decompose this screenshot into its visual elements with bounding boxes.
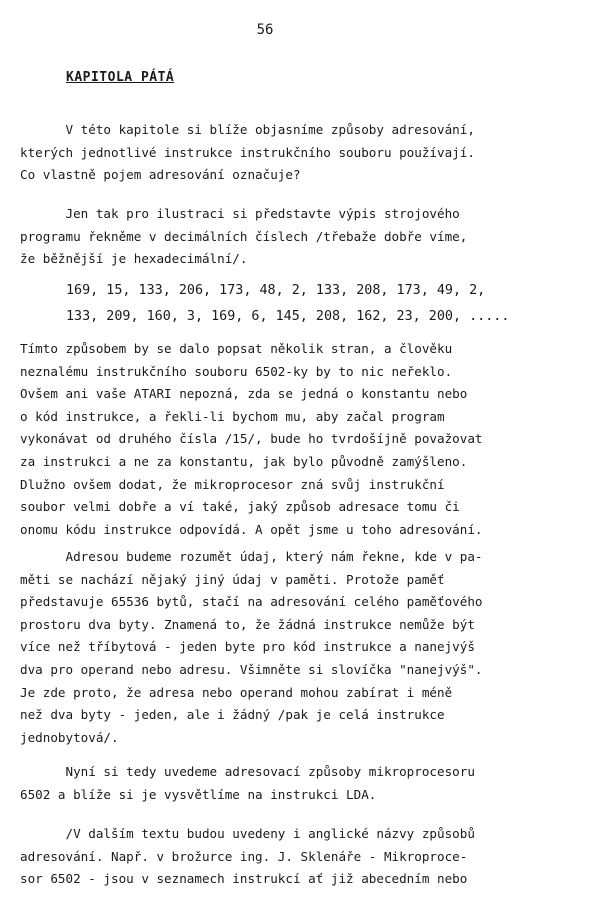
text-line: Co vlastně pojem adresování označuje? — [20, 167, 301, 183]
paragraph-intro — [20, 119, 580, 187]
paragraph-explanation — [20, 338, 580, 541]
text-line: představuje 65536 bytů, stačí na adresování celého paměťového — [20, 594, 483, 610]
text-line: než dva byty - jeden, ale i žádný /pak je celá instrukce — [20, 707, 445, 723]
text-line: vykonávat od druhého čísla /15/, bude ho tvrdošíjně považovat — [20, 431, 483, 447]
text-line: Tímto způsobem by se dalo popsat několik stran, a člověku — [20, 341, 453, 356]
text-line: 6502 a blíže si je vysvětlíme na instrukci LDA. — [20, 786, 377, 802]
text-line: měti se nachází nějaký jiný údaj v paměti. Protože paměť — [20, 571, 445, 587]
text-line: kterých jednotlivé instrukce instrukčního souboru používají. — [20, 144, 475, 160]
text-line: více než tříbytová - jeden byte pro kód instrukce a nanejvýš — [20, 639, 475, 655]
text-line: prostoru dva byty. Znamená to, že žádná instrukce nemůže být — [20, 616, 475, 632]
text-line: že běžnější je hexadecimální/. — [20, 251, 248, 267]
text-line: jednobytová/. — [20, 729, 119, 745]
text-line: o kód instrukce, a řekli-li bychom mu, aby začal program — [20, 408, 445, 424]
text-line: Dlužno ovšem dodat, že mikroprocesor zná svůj instrukční — [20, 476, 445, 492]
text-line: za instrukci a ne za konstantu, jak bylo původně zamýšleno. — [20, 453, 468, 469]
text-line: sor 6502 - jsou v seznamech instrukcí ať již abecedním nebo — [20, 871, 468, 887]
text-line: Ovšem ani vaše ATARI nepozná, zda se jedná o konstantu nebo — [20, 386, 468, 402]
number-line: 133, 209, 160, 3, 169, 6, 145, 208, 162, 23, 200, ..... — [66, 309, 510, 324]
text-line: soubor velmi dobře a ví také, jaký způsob adresace tomu či — [20, 499, 460, 515]
text-line: neznalému instrukčního souboru 6502-ky by to nic neřeklo. — [20, 363, 453, 379]
paragraph-modes — [20, 761, 580, 806]
text-line: onomu kódu instrukce odpovídá. A opět jsme u toho adresování. — [20, 521, 483, 537]
text-line: /V dalším textu budou uvedeny i anglické názvy způsobů — [20, 826, 475, 841]
text-line: Je zde proto, že adresa nebo operand mohou zabírat i méně — [20, 684, 453, 700]
text-line: Nyní si tedy uvedeme adresovací způsoby mikroprocesoru — [20, 764, 475, 779]
number-line: 169, 15, 133, 206, 173, 48, 2, 133, 208, 173, 49, 2, — [66, 283, 486, 298]
paragraph-illustration — [20, 203, 580, 271]
page-number: 56 — [256, 22, 274, 38]
text-line: programu řekněme v decimálních číslech /třebaže dobře víme, — [20, 228, 468, 244]
text-line: adresování. Např. v brožurce ing. J. Sklenáře - Mikroproce- — [20, 848, 468, 864]
paragraph-address — [20, 546, 580, 749]
text-line: V této kapitole si blíže objasníme způsoby adresování, — [20, 122, 475, 137]
text-line: Adresou budeme rozumět údaj, který nám řekne, kde v pa- — [20, 549, 483, 564]
paragraph-note — [20, 823, 580, 891]
decimal-listing — [66, 278, 586, 330]
text-line: Jen tak pro ilustraci si představte výpis strojového — [20, 206, 460, 221]
text-line: dva pro operand nebo adresu. Všimněte si slovíčka "nanejvýš". — [20, 661, 483, 677]
chapter-title: KAPITOLA PÁTÁ — [66, 70, 175, 85]
